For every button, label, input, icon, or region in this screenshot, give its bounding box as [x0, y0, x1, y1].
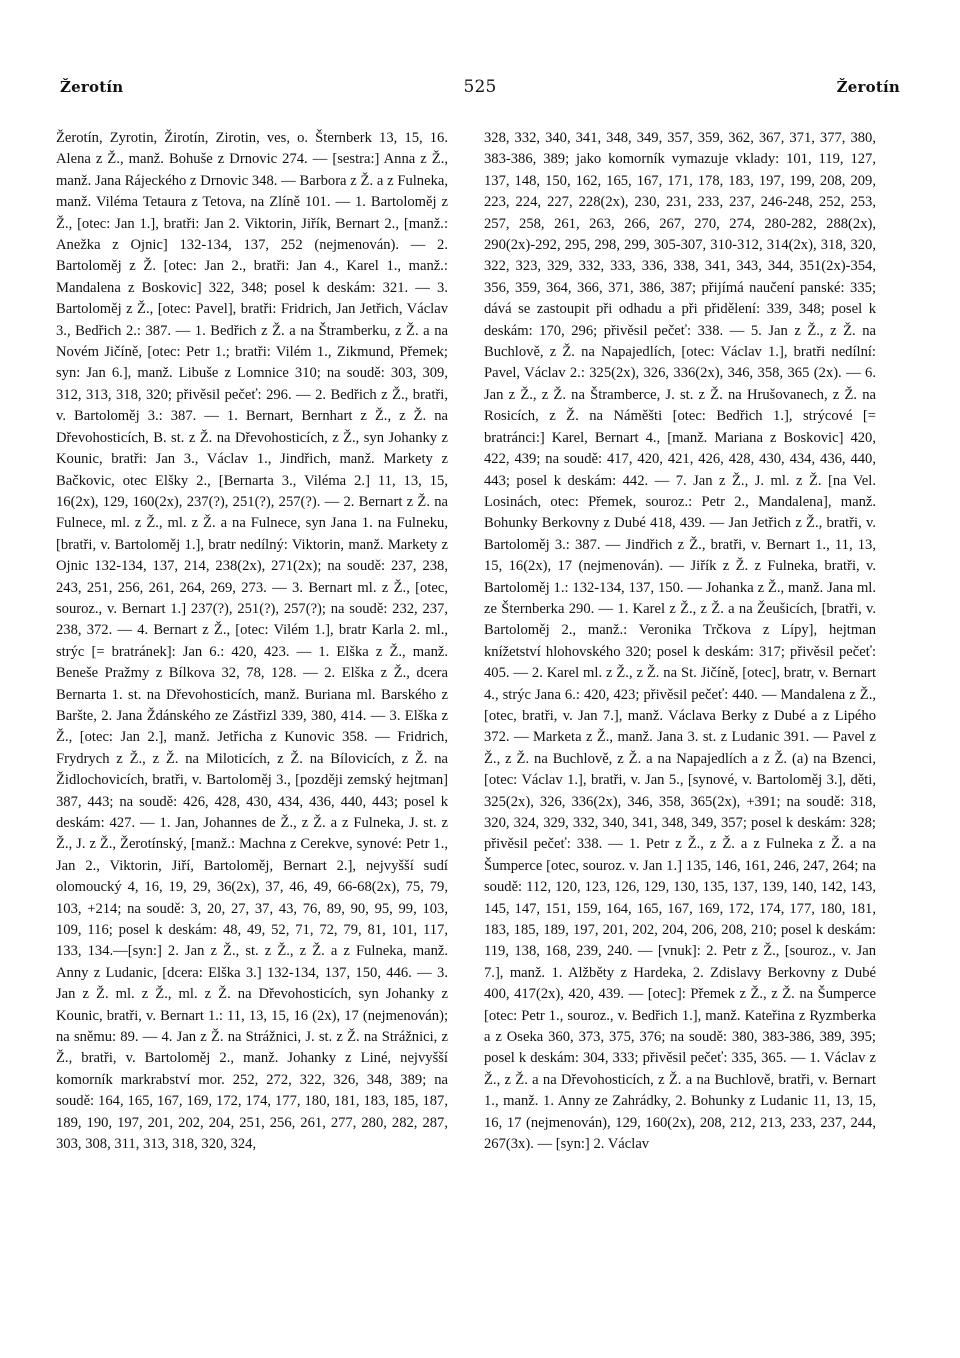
left-column-text: Žerotín, Zyrotin, Žirotín, Zirotin, ves, o. Šternberk 13, 15, 16. Alena z Ž., manž. Bohuše z Drnovic 274. — [sestra:] Anna z Ž., manž. Jana Rájeckého z Drnovic 348. — Barbora z Ž. a z Fulneka, manž. Viléma Tetaura z Tetova, na Zlíně 101. — 1. Bartoloměj z Ž., [otec: Jan 1.], bratři: Jan 2. Viktorin, Jiřík, Bernart 2., [manž.: Anežka z Ojnic] 132-134, 137, 252 (nejmenován). — 2. Bartoloměj z Ž. [otec: Jan 2., bratři: Jan 4., Karel 1., manž.: Mandalena z Boskovic] 322, 348; posel k deskám: 321. — 3. Bartoloměj z Ž., [otec: Pavel], bratři: Fridrich, Jan Jetřich, Václav 3., Bedřich 2.: 387. — 1. Bedřich z Ž. a na Štramberku, z Ž. a na Novém Jičíně, [otec: Petr 1.; bratři: Vilém 1., Zikmund, Přemek; syn: Jan 6.], manž. Libuše z Lomnice 310; na soudě: 303, 309, 312, 313, 318, 320; přivěsil pečeť: 296. — 2. Bedřich z Ž., bratři, v. Bartoloměj 3.: 387. — 1. Bernart, Bernhart z Ž., z Ž. na Dřevohosticích, B. st. z Ž. na Dřevohosticích, z Ž., syn Johanky z Kounic, bratři: Jan 3., Václav 1., Jindřich, manž. Markety z Bačkovic, otec Elšky 2., [Bernarta 3., Viléma 2.] 11, 13, 15, 16(2x), 129, 160(2x), 237(?), 251(?), 257(?). — 2. Bernart z Ž. na Fulnece, ml. z Ž., ml. z Ž. a na Fulnece, syn Jana 1. na Fulneku, [bratři, v. Bartoloměj 1.], bratr nedílný: Viktorin, manž. Markety z Ojnic 132-134, 137, 214, 238(2x), 271(2x); na soudě: 237, 238, 243, 251, 256, 261, 264, 269, 273. — 3. Bernart ml. z Ž., [otec, souroz., v. Bernart 1.] 237(?), 251(?), 257(?); na soudě: 232, 237, 238, 372. — 4. Bernart z Ž., [otec: Vilém 1.], bratr Karla 2. ml., strýc [= bratránek]: Jan 6.: 420, 423. — 1. Elška z Ž., manž. Beneše Pražmy z Bílkova 32, 78, 128. — 2. Elška z Ž., dcera Bernarta 1. st. na Dřevohosticích, manž. Buriana ml. Barského z Baršte, 2. Jana Ždánského ze Zástřizl 339, 380, 414. — 3. Elška z Ž., [otec: Jan 2.], manž. Jetřicha z Kunovic 358. — Fridrich, Frydrych z Ž., z Ž. na Miloticích, z Ž. na Bílovicích, z Ž. na Židlochovicích, bratři, v. Bartoloměj 3., [později zemský hejtman] 387, 443; na soudě: 426, 428, 430, 434, 436, 440, 443; posel k deskám: 427. — 1. Jan, Johannes de Ž., z Ž. a z Fulneka, J. st. z Ž., J. z Ž., Žerotínský, [manž.: Machna z Cerekve, synové: Petr 1., Jan 2., Viktorin, Jiří, Bartoloměj, Bernart 2.], nejvyšší sudí olomoucký 4, 16, 19, 29, 36(2x), 37, 46, 49, 66-68(2x), 75, 79, 103, +214; na soudě: 3, 20, 27, 37, 43, 76, 89, 90, 95, 99, 103, 109, 116; posel k deskám: 48, 49, 52, 71, 72, 79, 81, 101, 117, 133, 134.—[syn:] 2. Jan z Ž., st. z Ž., z Ž. a z Fulneka, manž. Anny z Ludanic, [dcera: Elška 3.] 132-134, 137, 150, 446. — 3. Jan z Ž. ml. z Ž., ml. z Ž. na Dřevohosticích, syn Johanky z Kounic, bratři, v. Bernart 1.: 11, 13, 15, 16 (2x), 17 (nejmenován); na sněmu: 89. — 4. Jan z Ž. na Strážnici, J. st. z Ž. na Strážnici, z Ž., bratři, v. Bartoloměj 2., manž. Johanky z Liné, nejvyšší komorník markrabství mor. 252, 272, 322, 326, 348, 389; na soudě: 164, 165, 167, 169, 172, 174, 177, 180, 181, 183, 185, 187, 189, 190, 197, 201, 202, 204, 251, 256, 261, 277, 280, 282, 287, 303, 308, 311, 313, 318, 320, 324,: [56, 130, 448, 1153]
right-column-text: 328, 332, 340, 341, 348, 349, 357, 359, 362, 367, 371, 377, 380, 383-386, 389; jako komorník vymazuje vklady: 101, 119, 127, 137, 148, 150, 162, 165, 167, 171, 178, 183, 197, 199, 208, 209, 223, 224, 227, 228(2x), 230, 231, 233, 237, 246-248, 252, 253, 257, 258, 261, 263, 266, 267, 270, 274, 280-282, 288(2x), 290(2x)-292, 295, 298, 299, 305-307, 310-312, 314(2x), 318, 320, 322, 323, 329, 332, 333, 336, 338, 341, 343, 344, 351(2x)-354, 356, 359, 364, 366, 371, 386, 387; přijímá naučení panské: 335; dává se zastoupit při odhadu a při přidělení: 339, 348; posel k deskám: 170, 296; přivěsil pečeť: 338. — 5. Jan z Ž., z Ž. na Buchlově, z Ž. na Napajedlích, [otec: Václav 1.], bratři nedílní: Pavel, Václav 2.: 325(2x), 326, 336(2x), 346, 358, 365 (2x). — 6. Jan z Ž., z Ž. na Štramberce, J. st. z Ž. na Hrušovanech, z Ž. na Rosicích, z Ž. na Náměšti [otec: Bedřich 1.], strýcové [= bratránci:] Karel, Bernart 4., [manž. Mariana z Boskovic] 420, 422, 439; na soudě: 417, 420, 421, 426, 428, 430, 434, 436, 440, 443; posel k deskám: 442. — 7. Jan z Ž., J. ml. z Ž. [na Vel. Losinách, otec: Přemek, souroz.: Petr 2., Mandalena], manž. Bohunky Berkovny z Dubé 418, 439. — Jan Jetřich z Ž., bratři, v. Bartoloměj 3.: 387. — Jindřich z Ž., bratři, v. Bernart 1., 11, 13, 15, 16(2x), 17 (nejmenován). — Jiřík z Ž. z Fulneka, bratři, v. Bartoloměj 1.: 132-134, 137, 150. — Johanka z Ž., manž. Jana ml. ze Šternberka 290. — 1. Karel z Ž., z Ž. a na Žeušicích, [bratři, v. Bartoloměj 2., manž.: Veronika Trčkova z Lípy], hejtman knížetství hlohovského 320; posel k deskám: 317; přivěsil pečeť: 405. — 2. Karel ml. z Ž., z Ž. na St. Jičíně, [otec], bratr, v. Bernart 4., strýc Jana 6.: 420, 423; přivěsil pečeť: 440. — Mandalena z Ž., [otec, bratři, v. Jan 7.], manž. Václava Berky z Dubé a z Lipého 372. — Marketa z Ž., manž. Jana 3. st. z Ludanic 391. — Pavel z Ž., z Ž. na Buchlově, z Ž. a na Napajedlích a z Ž. (a) na Bzenci, [otec: Václav 1.], bratři, v. Jan 5., [synové, v. Bartoloměj 3.], děti, 325(2x), 326, 336(2x), 346, 358, 365(2x), +391; na soudě: 318, 320, 324, 329, 332, 340, 341, 348, 349, 357; posel k deskám: 328; přivěsil pečeť: 338. — 1. Petr z Ž., z Ž. a z Fulneka z Ž. a na Šumperce [otec, souroz. v. Jan 1.] 135, 146, 161, 246, 247, 264; na soudě: 112, 120, 123, 126, 129, 130, 135, 137, 139, 140, 142, 143, 145, 147, 151, 159, 164, 165, 167, 169, 172, 174, 177, 180, 181, 183, 185, 189, 197, 201, 202, 204, 206, 208, 210; posel k deskám: 119, 138, 168, 239, 240. — [vnuk]: 2. Petr z Ž., [souroz., v. Jan 7.], manž. 1. Alžběty z Hardeka, 2. Zdislavy Berkovny z Dubé 400, 417(2x), 420, 439. — [otec]: Přemek z Ž., z Ž. na Šumperce [otec: Petr 1., souroz., v. Bedřich 1.], manž. Kateřina z Ryzmberka a z Oseka 360, 373, 375, 376; na soudě: 380, 383-386, 389, 395; posel k deskám: 304, 333; přivěsil pečeť: 335, 365. — 1. Václav z Ž., z Ž. a na Dřevohosticích, z Ž. a na Buchlově, bratři, v. Bernart 1., manž. 1. Anny ze Zahrádky, 2. Bohunky z Ludanic 11, 13, 15, 16, 17 (nejmenován), 129, 160(2x), 208, 212, 213, 233, 237, 244, 267(3x). — [syn:] 2. Václav: [484, 130, 876, 1153]
right-column: [484, 128, 876, 1156]
running-head-left: Žerotín: [60, 78, 124, 96]
running-head-right: Žerotín: [836, 78, 900, 96]
left-column: [56, 128, 448, 1156]
page-number: 525: [463, 77, 497, 97]
